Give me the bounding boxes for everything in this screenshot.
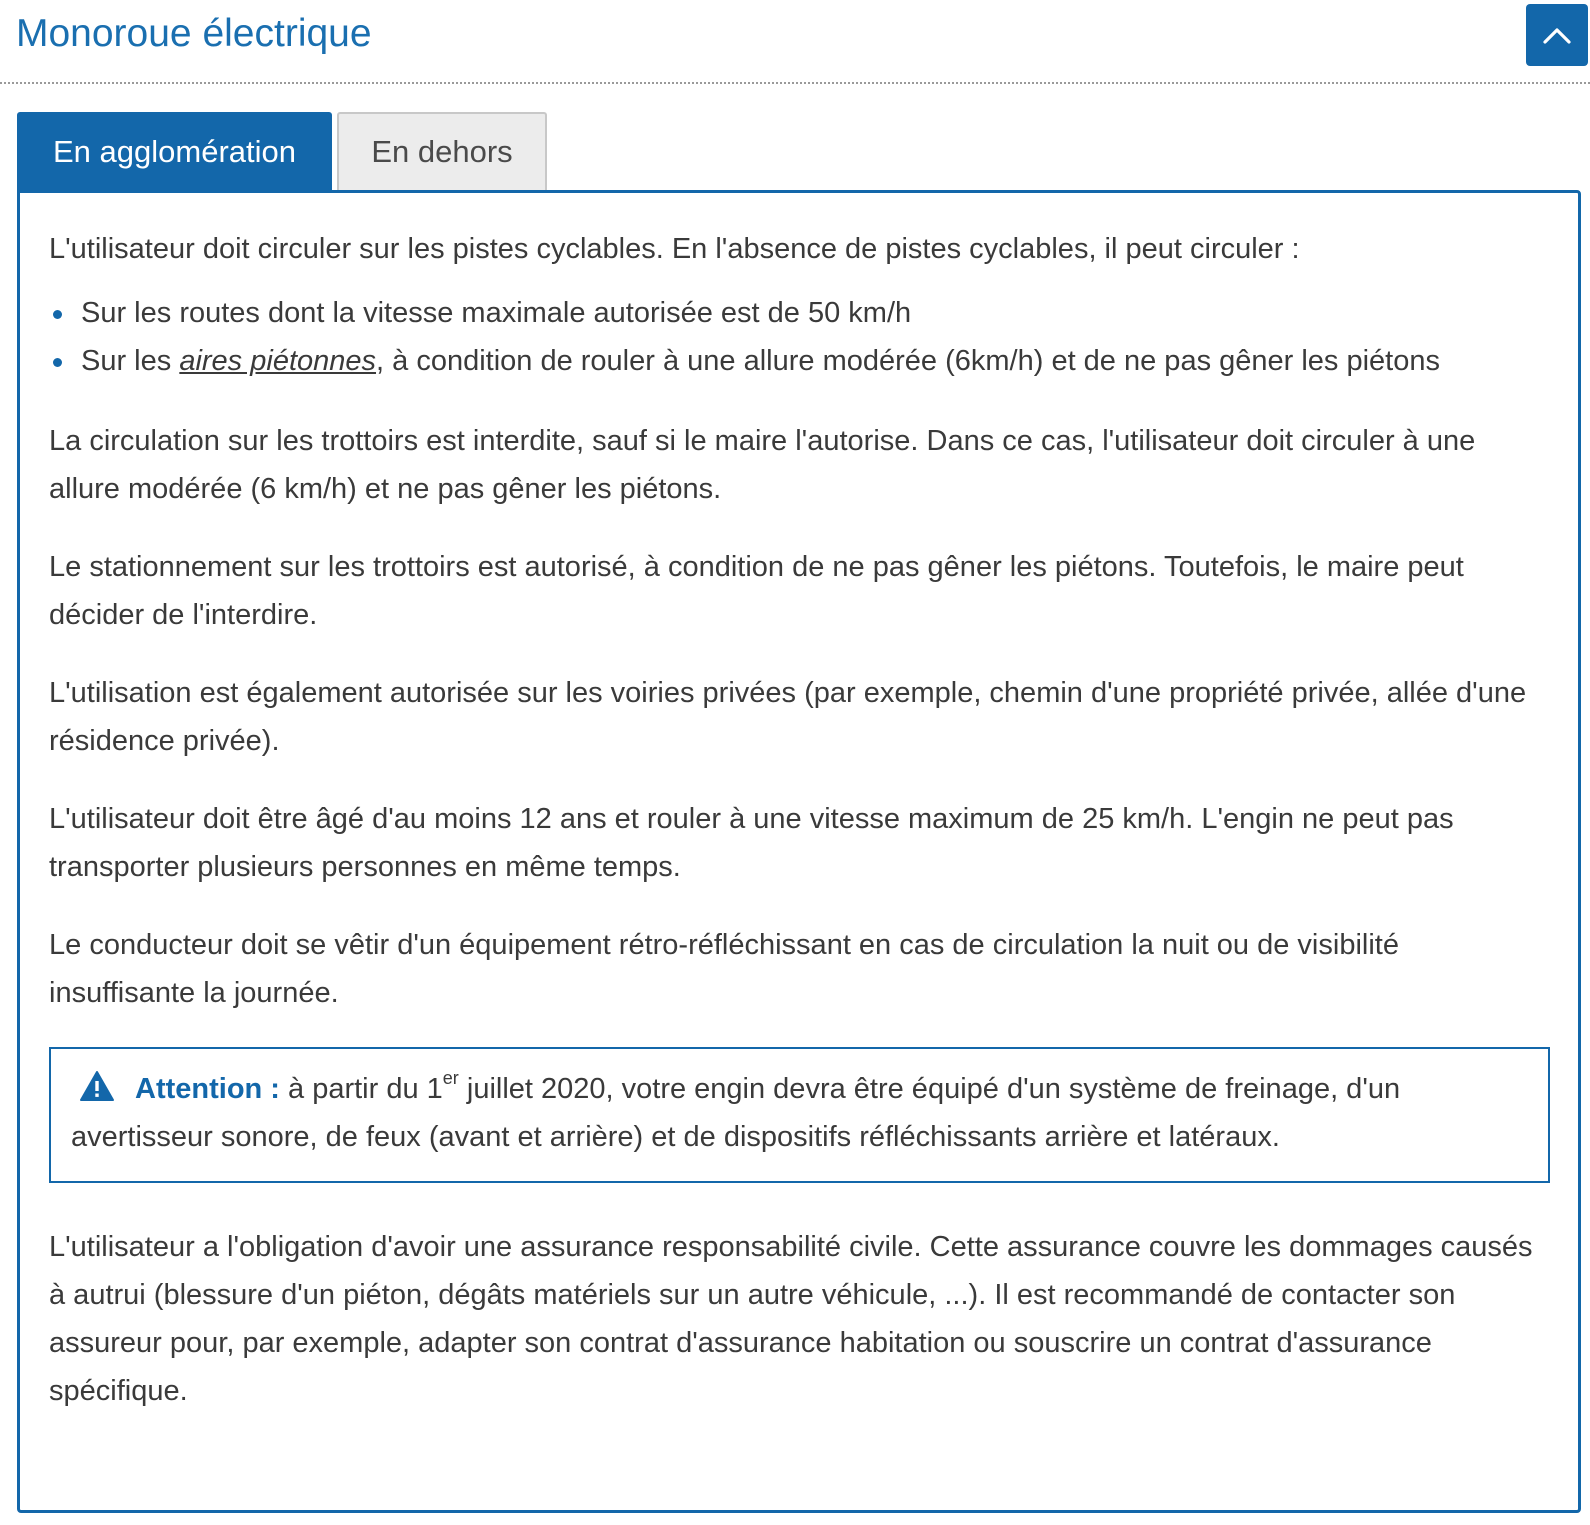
paragraph-age-vitesse: L'utilisateur doit être âgé d'au moins 12 ans et rouler à une vitesse maximum de 25 km/h. L'engin ne peut pas transporter plusieurs personnes en même temps.	[49, 803, 1454, 883]
bullet-text: Sur les routes dont la vitesse maximale autorisée est de 50 km/h	[81, 297, 912, 329]
list-item	[49, 289, 1550, 337]
warning-superscript: er	[442, 1068, 459, 1088]
warning-icon	[79, 1070, 115, 1102]
warning-text-before: à partir du 1	[279, 1073, 443, 1105]
paragraph-equipement: Le conducteur doit se vêtir d'un équipement rétro-réfléchissant en cas de circulation la nuit ou de visibilité insuffisante la journée.	[49, 929, 1399, 1009]
intro-text: L'utilisateur doit circuler sur les pistes cyclables. En l'absence de pistes cyclables, il peut circuler :	[49, 233, 1300, 265]
tab-en-dehors[interactable]: En dehors	[337, 112, 547, 190]
paragraph-voiries-privees: L'utilisation est également autorisée sur les voiries privées (par exemple, chemin d'une propriété privée, allée d'une résidence privée).	[49, 677, 1527, 757]
bullet-text-prefix: Sur les	[81, 345, 180, 377]
bullet-dot	[53, 358, 62, 367]
accordion-header	[0, 0, 1590, 84]
list-item	[49, 337, 1550, 385]
tab-en-agglomeration[interactable]: En agglomération	[17, 112, 332, 192]
aires-pietonnes-link[interactable]: aires piétonnes	[179, 345, 377, 377]
warning-box	[49, 1047, 1550, 1183]
accordion-title: Monoroue électrique	[16, 12, 372, 55]
chevron-up-icon	[1542, 25, 1572, 45]
warning-text	[71, 1065, 1528, 1161]
tab-panel	[17, 190, 1581, 1513]
collapse-button[interactable]	[1526, 4, 1588, 66]
bullet-list	[49, 289, 1550, 385]
paragraph-stationnement: Le stationnement sur les trottoirs est autorisé, à condition de ne pas gêner les piétons. Toutefois, le maire peut décider de l'interdire.	[49, 551, 1464, 631]
warning-text-after: juillet 2020, votre engin devra être équipé d'un système de freinage, d'un avertisseur sonore, de feux (avant et arrière) et de dispositifs réfléchissants arrière et latéraux.	[71, 1073, 1401, 1153]
attention-label: Attention :	[135, 1073, 280, 1105]
bullet-dot	[53, 310, 62, 319]
paragraph-assurance: L'utilisateur a l'obligation d'avoir une assurance responsabilité civile. Cette assurance couvre les dommages causés à autrui (blessure d'un piéton, dégâts matériels sur un autre véhicule, ...). Il est recommandé de contacter son assureur pour, par exemple, adapter son contrat d'assurance habitation ou souscrire un contrat d'assurance spécifique.	[49, 1231, 1533, 1407]
paragraph-trottoirs-circulation: La circulation sur les trottoirs est interdite, sauf si le maire l'autorise. Dans ce cas, l'utilisateur doit circuler à une allure modérée (6 km/h) et ne pas gêner les piétons.	[49, 425, 1476, 505]
bullet-text-suffix: , à condition de rouler à une allure modérée (6km/h) et de ne pas gêner les piétons	[376, 345, 1440, 377]
